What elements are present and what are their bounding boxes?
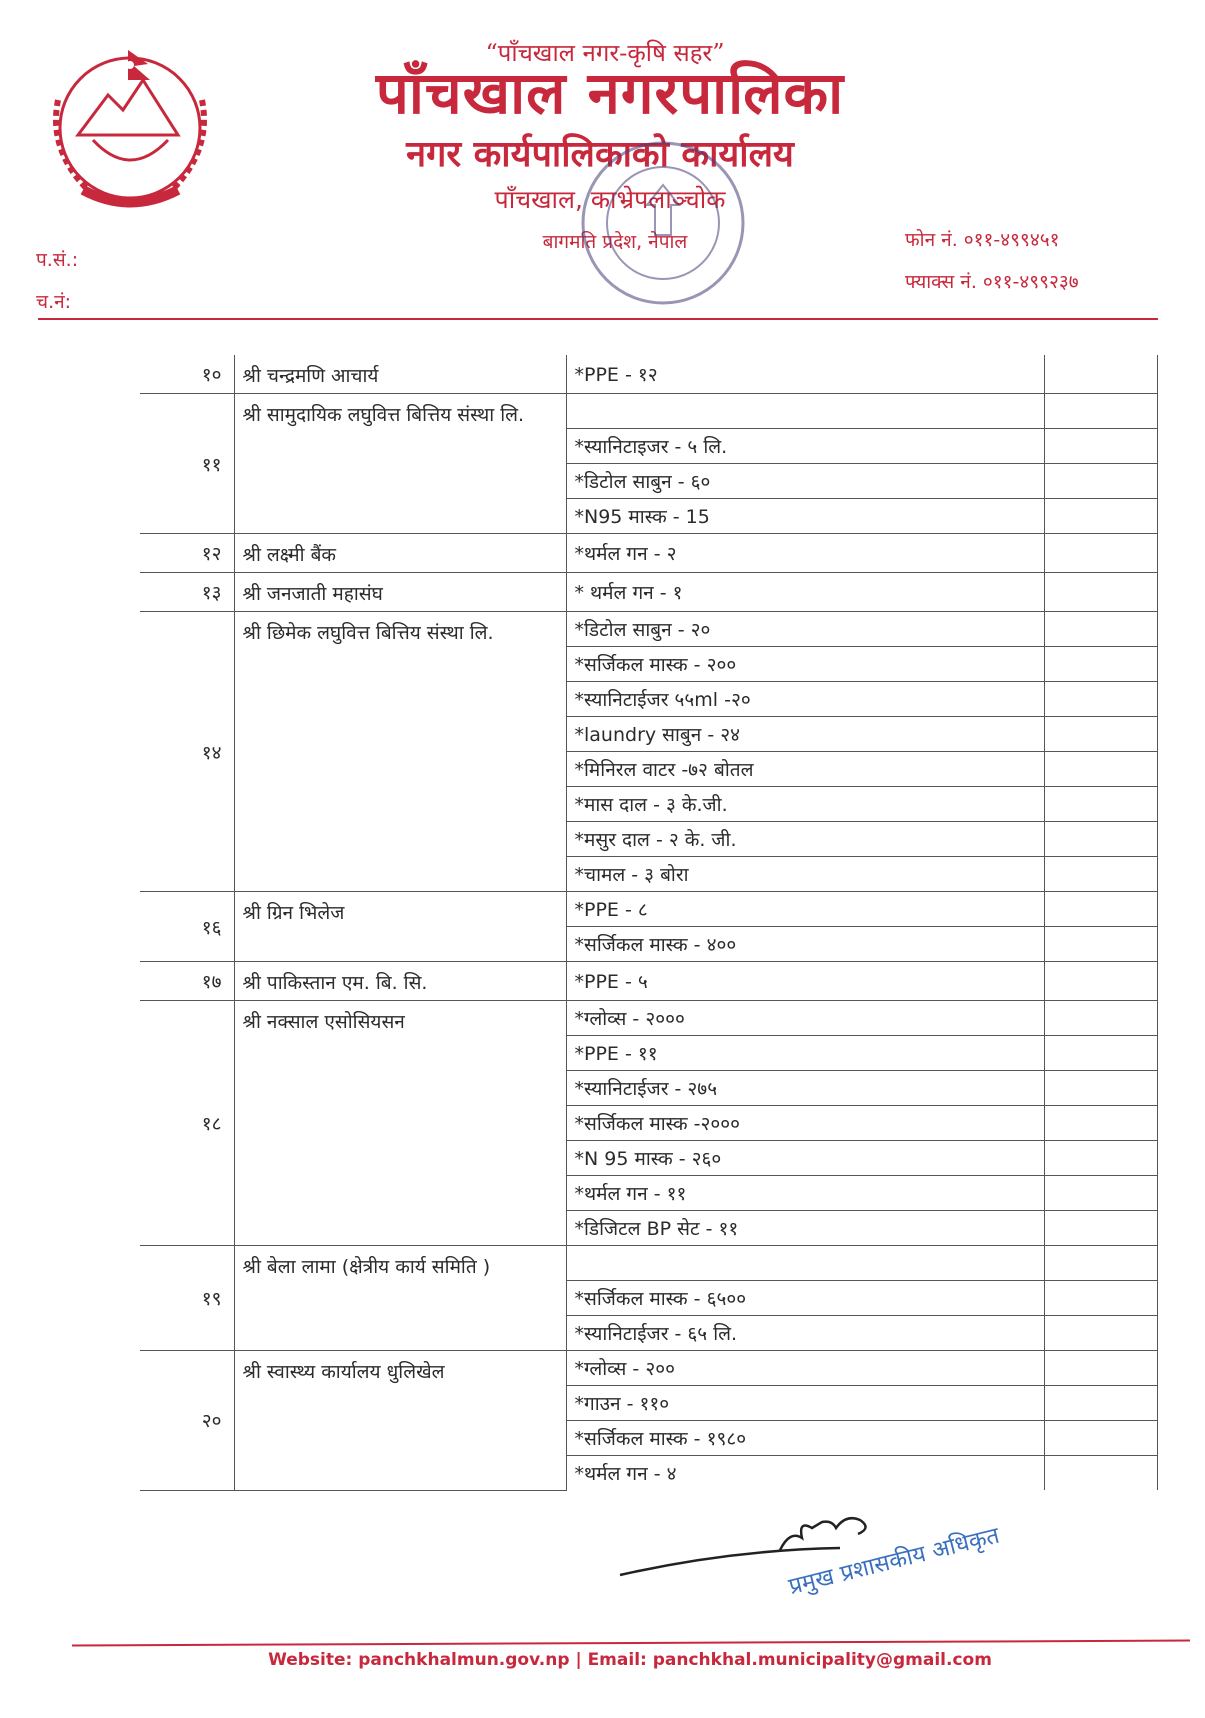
- donor-name-cell: श्री चन्द्रमणि आचार्य: [234, 355, 566, 394]
- remarks-cell: [1044, 892, 1157, 927]
- remarks-cell: [1044, 1386, 1157, 1421]
- remarks-cell: [1044, 717, 1157, 752]
- donation-table-body: [140, 355, 1157, 1490]
- remarks-cell: [1044, 1106, 1157, 1141]
- donated-item-cell: *PPE - ५: [566, 962, 1044, 1001]
- table-row: [140, 1001, 1157, 1036]
- reference-number-label: प.सं.:: [36, 249, 79, 271]
- remarks-cell: [1044, 857, 1157, 892]
- serial-number-cell: ११: [140, 394, 234, 534]
- donated-item-cell: * थर्मल गन - १: [566, 573, 1044, 612]
- donor-name-cell: श्री लक्ष्मी बैंक: [234, 534, 566, 573]
- remarks-cell: [1044, 1071, 1157, 1106]
- remarks-cell: [1044, 752, 1157, 787]
- office-subtitle: नगर कार्यपालिकाको कार्यालय: [406, 134, 794, 175]
- donated-item-cell: *PPE - ८: [566, 892, 1044, 927]
- remarks-cell: [1044, 464, 1157, 499]
- donated-item-cell: *laundry साबुन - २४: [566, 717, 1044, 752]
- serial-number-cell: १९: [140, 1246, 234, 1351]
- remarks-cell: [1044, 573, 1157, 612]
- remarks-cell: [1044, 962, 1157, 1001]
- donated-item-cell: *गाउन - ११०: [566, 1386, 1044, 1421]
- serial-number-cell: १०: [140, 355, 234, 394]
- donated-item-cell: *डिजिटल BP सेट - ११: [566, 1211, 1044, 1246]
- remarks-cell: [1044, 499, 1157, 534]
- donated-item-cell: *सर्जिकल मास्क - १९८०: [566, 1421, 1044, 1456]
- donated-item-cell: *थर्मल गन - ४: [566, 1456, 1044, 1491]
- header-divider: [38, 318, 1158, 320]
- municipality-title: पाँचखाल नगरपालिका: [375, 59, 845, 127]
- table-row: [140, 573, 1157, 612]
- donation-table: [140, 355, 1158, 1491]
- table-row: [140, 1246, 1157, 1281]
- donated-item-cell: *स्यानिटाईजर - २७५: [566, 1071, 1044, 1106]
- donated-item-cell: *चामल - ३ बोरा: [566, 857, 1044, 892]
- donor-name-cell: श्री नक्साल एसोसियसन: [234, 1001, 566, 1246]
- nepal-emblem-logo: [38, 40, 222, 210]
- donor-name-cell: श्री पाकिस्तान एम. बि. सि.: [234, 962, 566, 1001]
- donated-item-cell: [566, 394, 1044, 429]
- remarks-cell: [1044, 927, 1157, 962]
- donated-item-cell: *स्यानिटाईजर ५५ml -२०: [566, 682, 1044, 717]
- donated-item-cell: *डिटोल साबुन - ६०: [566, 464, 1044, 499]
- remarks-cell: [1044, 1211, 1157, 1246]
- table-row: [140, 1351, 1157, 1386]
- table-row: [140, 892, 1157, 927]
- phone-number: फोन नं. ०११-४९९४५१: [905, 229, 1060, 251]
- donated-item-cell: *मिनिरल वाटर -७२ बोतल: [566, 752, 1044, 787]
- municipality-tagline: “पाँचखाल नगर-कृषि सहर”: [485, 39, 725, 67]
- fax-number: फ्याक्स नं. ०११-४९९२३७: [905, 271, 1079, 293]
- remarks-cell: [1044, 1421, 1157, 1456]
- remarks-cell: [1044, 1246, 1157, 1281]
- remarks-cell: [1044, 534, 1157, 573]
- donated-item-cell: *स्यानिटाइजर - ५ लि.: [566, 429, 1044, 464]
- remarks-cell: [1044, 612, 1157, 647]
- remarks-cell: [1044, 394, 1157, 429]
- donated-item-cell: *मसुर दाल - २ के. जी.: [566, 822, 1044, 857]
- donated-item-cell: *N 95 मास्क - २६०: [566, 1141, 1044, 1176]
- remarks-cell: [1044, 1001, 1157, 1036]
- donated-item-cell: *ग्लोव्स - २००: [566, 1351, 1044, 1386]
- remarks-cell: [1044, 429, 1157, 464]
- remarks-cell: [1044, 647, 1157, 682]
- donated-item-cell: *सर्जिकल मास्क -२०००: [566, 1106, 1044, 1141]
- donated-item-cell: *थर्मल गन - २: [566, 534, 1044, 573]
- donor-name-cell: श्री ग्रिन भिलेज: [234, 892, 566, 962]
- donor-name-cell: श्री सामुदायिक लघुवित्त बित्तिय संस्था लि.: [234, 394, 566, 534]
- signatory-designation: प्रमुख प्रशासकीय अधिकृत: [786, 1522, 1003, 1601]
- donated-item-cell: *PPE - ११: [566, 1036, 1044, 1071]
- serial-number-cell: १७: [140, 962, 234, 1001]
- remarks-cell: [1044, 1351, 1157, 1386]
- table-row: [140, 394, 1157, 429]
- remarks-cell: [1044, 1176, 1157, 1211]
- serial-number-cell: १२: [140, 534, 234, 573]
- donated-item-cell: *सर्जिकल मास्क - ४००: [566, 927, 1044, 962]
- donated-item-cell: *सर्जिकल मास्क - ६५००: [566, 1281, 1044, 1316]
- donated-item-cell: *मास दाल - ३ के.जी.: [566, 787, 1044, 822]
- donated-item-cell: *ग्लोव्स - २०००: [566, 1001, 1044, 1036]
- donated-item-cell: *सर्जिकल मास्क - २००: [566, 647, 1044, 682]
- footer-contact: Website: panchkhalmun.gov.np | Email: panchkhal.municipality@gmail.com: [268, 1650, 992, 1670]
- table-row: [140, 962, 1157, 1001]
- serial-number-cell: १८: [140, 1001, 234, 1246]
- donor-name-cell: श्री बेला लामा (क्षेत्रीय कार्य समिति ): [234, 1246, 566, 1351]
- donor-name-cell: श्री स्वास्थ्य कार्यालय धुलिखेल: [234, 1351, 566, 1491]
- remarks-cell: [1044, 682, 1157, 717]
- remarks-cell: [1044, 822, 1157, 857]
- donated-item-cell: *स्यानिटाईजर - ६५ लि.: [566, 1316, 1044, 1351]
- remarks-cell: [1044, 1141, 1157, 1176]
- donated-item-cell: *डिटोल साबुन - २०: [566, 612, 1044, 647]
- donor-name-cell: श्री छिमेक लघुवित्त बित्तिय संस्था लि.: [234, 612, 566, 892]
- address-line-1: पाँचखाल, काभ्रेपलाञ्चोक: [494, 185, 726, 214]
- footer-divider: [72, 1640, 1190, 1647]
- donated-item-cell: *PPE - १२: [566, 355, 1044, 394]
- serial-number-cell: २०: [140, 1351, 234, 1491]
- donated-item-cell: *N95 मास्क - 15: [566, 499, 1044, 534]
- serial-number-cell: १६: [140, 892, 234, 962]
- remarks-cell: [1044, 787, 1157, 822]
- donated-item-cell: [566, 1246, 1044, 1281]
- office-stamp: [575, 135, 750, 310]
- remarks-cell: [1044, 1316, 1157, 1351]
- remarks-cell: [1044, 1456, 1157, 1491]
- serial-number-cell: १४: [140, 612, 234, 892]
- table-row: [140, 534, 1157, 573]
- table-row: [140, 355, 1157, 394]
- remarks-cell: [1044, 1036, 1157, 1071]
- address-line-2: बागमति प्रदेश, नेपाल: [542, 231, 688, 253]
- remarks-cell: [1044, 355, 1157, 394]
- table-row: [140, 612, 1157, 647]
- remarks-cell: [1044, 1281, 1157, 1316]
- dispatch-number-label: च.नं:: [36, 291, 72, 313]
- donor-name-cell: श्री जनजाती महासंघ: [234, 573, 566, 612]
- donated-item-cell: *थर्मल गन - ११: [566, 1176, 1044, 1211]
- serial-number-cell: १३: [140, 573, 234, 612]
